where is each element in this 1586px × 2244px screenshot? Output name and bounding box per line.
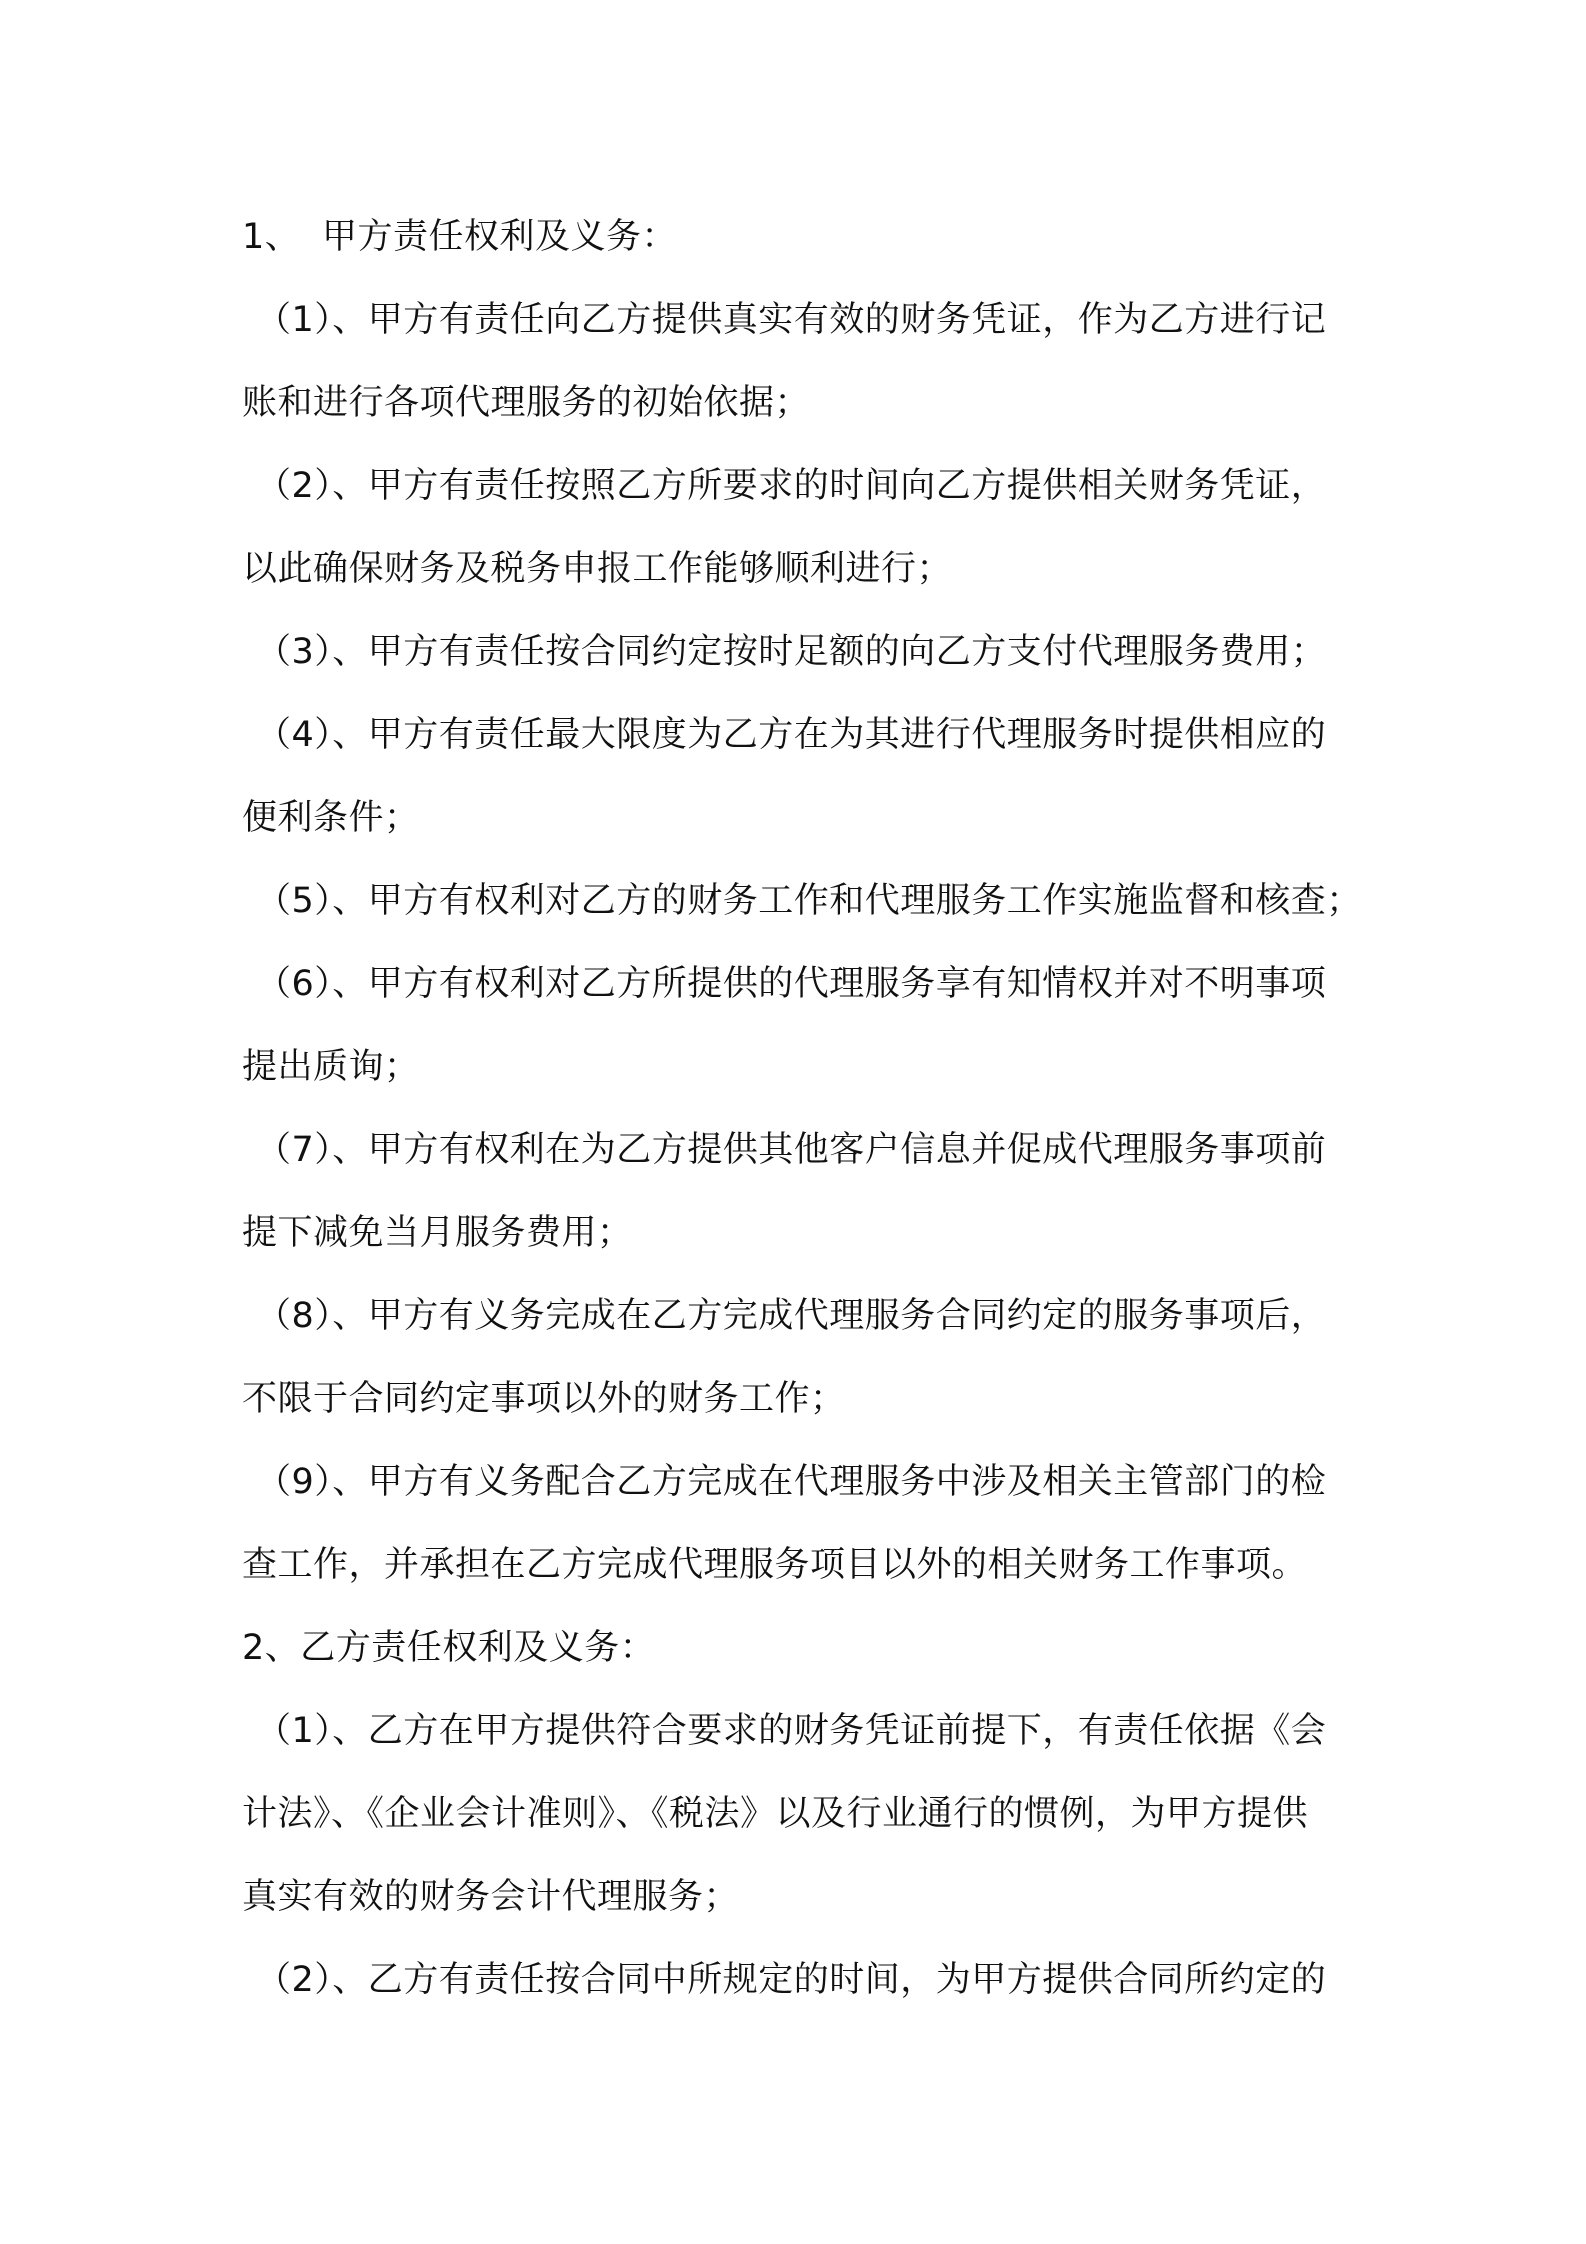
clause-continuation: 计法》、《企业会计准则》、《税法》以及行业通行的惯例，为甲方提供 [242, 1794, 1309, 1834]
clause-line: （1）、乙方在甲方提供符合要求的财务凭证前提下，有责任依据《会 [256, 1711, 1327, 1751]
clause-continuation: 提出质询； [242, 1047, 420, 1087]
clause-line: （8）、甲方有义务完成在乙方完成代理服务合同约定的服务事项后， [256, 1296, 1327, 1336]
clause-continuation: 账和进行各项代理服务的初始依据； [242, 383, 811, 423]
clause-line: （5）、甲方有权利对乙方的财务工作和代理服务工作实施监督和核查； [256, 881, 1362, 921]
clause-continuation: 查工作，并承担在乙方完成代理服务项目以外的相关财务工作事项。 [242, 1545, 1308, 1585]
section-title: 甲方责任权利及义务： [322, 217, 678, 257]
clause-line: （3）、甲方有责任按合同约定按时足额的向乙方支付代理服务费用； [256, 632, 1327, 672]
clause-line: （2）、甲方有责任按照乙方所要求的时间向乙方提供相关财务凭证， [256, 466, 1327, 506]
section-heading-2: 2、乙方责任权利及义务： [242, 1628, 656, 1668]
section-number: 1、 [242, 217, 301, 257]
section-heading-1 [242, 196, 1362, 279]
clause-continuation: 真实有效的财务会计代理服务； [242, 1877, 740, 1917]
clause-line: （1）、甲方有责任向乙方提供真实有效的财务凭证，作为乙方进行记 [256, 300, 1327, 340]
clause-continuation: 以此确保财务及税务申报工作能够顺利进行； [242, 549, 953, 589]
clause-continuation: 不限于合同约定事项以外的财务工作； [242, 1379, 846, 1419]
clause-continuation: 便利条件； [242, 798, 420, 838]
clause-line: （4）、甲方有责任最大限度为乙方在为其进行代理服务时提供相应的 [256, 715, 1327, 755]
clause-line: （6）、甲方有权利对乙方所提供的代理服务享有知情权并对不明事项 [256, 964, 1327, 1004]
clause-line: （2）、乙方有责任按合同中所规定的时间，为甲方提供合同所约定的 [256, 1960, 1327, 2000]
clause-line: （7）、甲方有权利在为乙方提供其他客户信息并促成代理服务事项前 [256, 1130, 1327, 1170]
clause-continuation: 提下减免当月服务费用； [242, 1213, 633, 1253]
document-body [242, 196, 1362, 2022]
clause-line: （9）、甲方有义务配合乙方完成在代理服务中涉及相关主管部门的检 [256, 1462, 1327, 1502]
